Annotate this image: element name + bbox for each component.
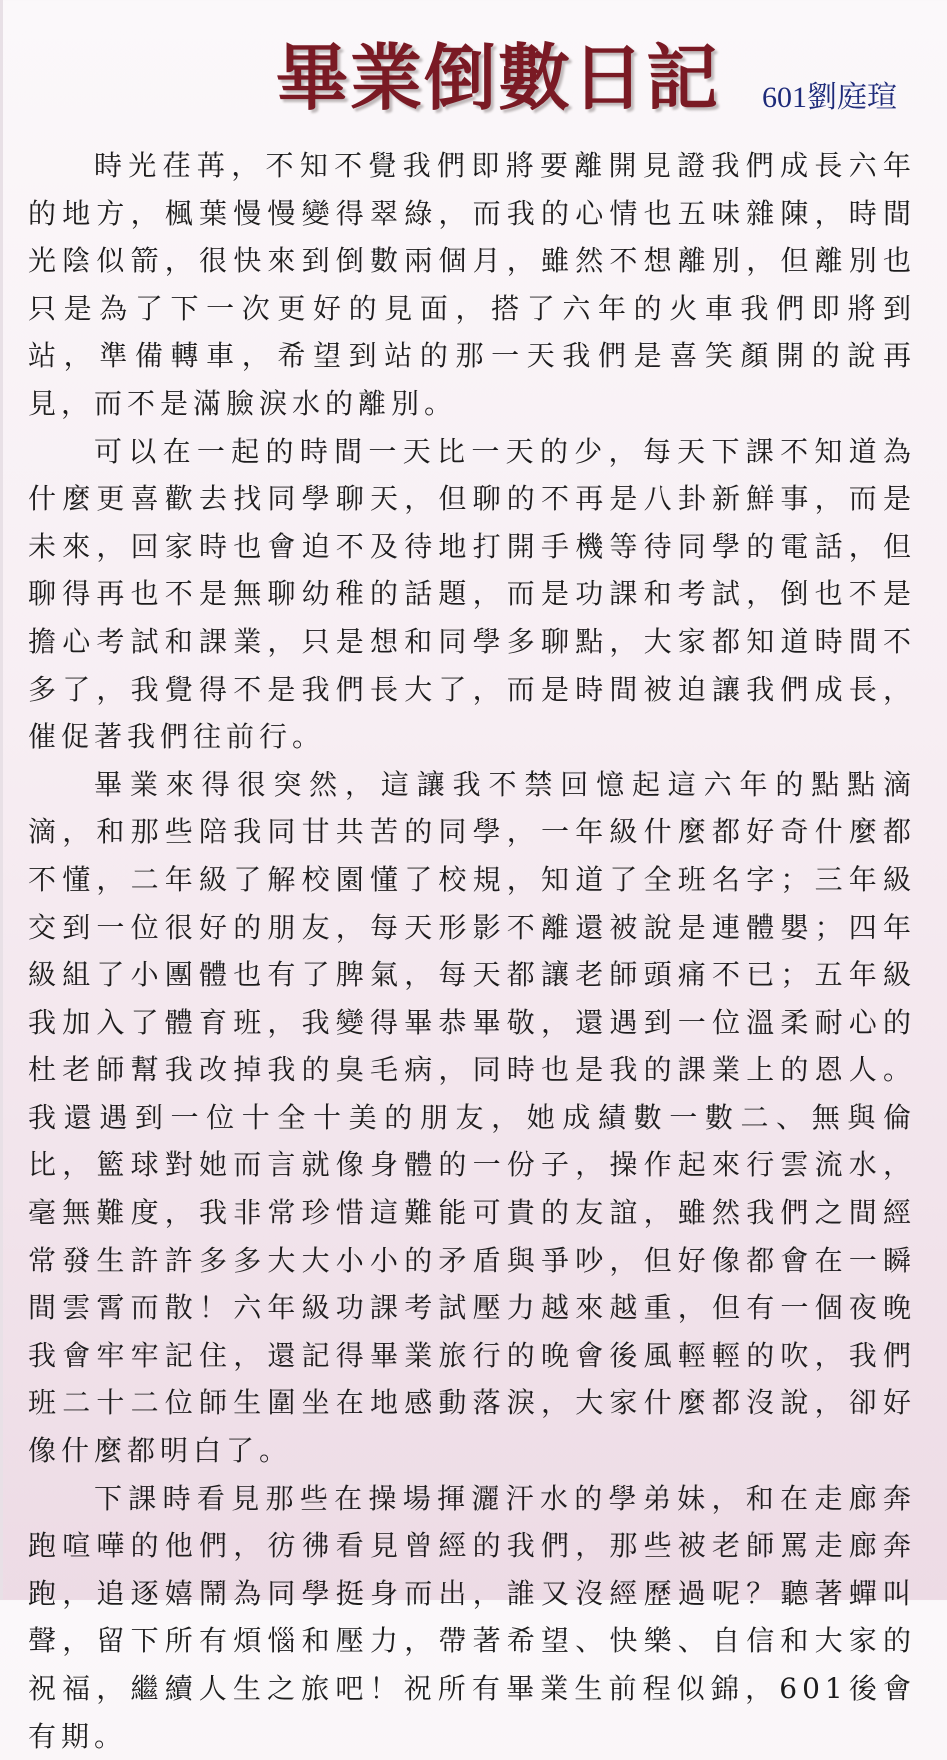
paragraph-2: 可以在一起的時間一天比一天的少，每天下課不知道為什麼更喜歡去找同學聊天，但聊的不再是八卦新鮮事，而是未來，回家時也會迫不及待地打開手機等待同學的電話，但聊得再也不是無聊幼稚的話題，而是功課和考試，倒也不是擔心考試和課業，只是想和同學多聊點，大家都知道時間不多了，我覺得不是我們長大了，而是時間被迫讓我們成長，催促著我們往前行。 [28, 434, 916, 754]
paragraph-4: 下課時看見那些在操場揮灑汗水的學弟妹，和在走廊奔跑喧嘩的他們，彷彿看見曾經的我們，那些被老師罵走廊奔跑，追逐嬉鬧為同學挺身而出，誰又沒經歷過呢？聽著蟬叫聲，留下所有煩惱和壓力，帶著希望、快樂、自信和大家的祝福，繼續人生之旅吧！祝所有畢業生前程似錦，601後會有期。 [28, 1481, 916, 1753]
paragraph-3: 畢業來得很突然，這讓我不禁回憶起這六年的點點滴滴，和那些陪我同甘共苦的同學，一年級什麼都好奇什麼都不懂，二年級了解校園懂了校規，知道了全班名字；三年級交到一位很好的朋友，每天形影不離還被說是連體嬰；四年級組了小團體也有了脾氣，每天都讓老師頭痛不已；五年級我加入了體育班，我變得畢恭畢敬，還遇到一位溫柔耐心的杜老師幫我改掉我的臭毛病，同時也是我的課業上的恩人。我還遇到一位十全十美的朋友，她成績數一數二、無與倫比，籃球對她而言就像身體的一份子，操作起來行雲流水，毫無難度，我非常珍惜這難能可貴的友誼，雖然我們之間經常發生許許多多大大小小的矛盾與爭吵，但好像都會在一瞬間雲霄而散！六年級功課考試壓力越來越重，但有一個夜晚我會牢牢記住，還記得畢業旅行的晚會後風輕輕的吹，我們班二十二位師生圍坐在地感動落淚，大家什麼都沒說，卻好像什麼都明白了。 [28, 767, 916, 1468]
article-body [28, 142, 916, 1760]
page-title: 畢業倒數日記 [275, 35, 720, 120]
author-name: 601劉庭瑄 [762, 81, 897, 114]
paragraph-1: 時光荏苒，不知不覺我們即將要離開見證我們成長六年的地方，楓葉慢慢變得翠綠，而我的心情也五味雜陳，時間光陰似箭，很快來到倒數兩個月，雖然不想離別，但離別也只是為了下一次更好的見面，搭了六年的火車我們即將到站，準備轉車，希望到站的那一天我們是喜笑顏開的說再見，而不是滿臉淚水的離別。 [28, 149, 916, 420]
